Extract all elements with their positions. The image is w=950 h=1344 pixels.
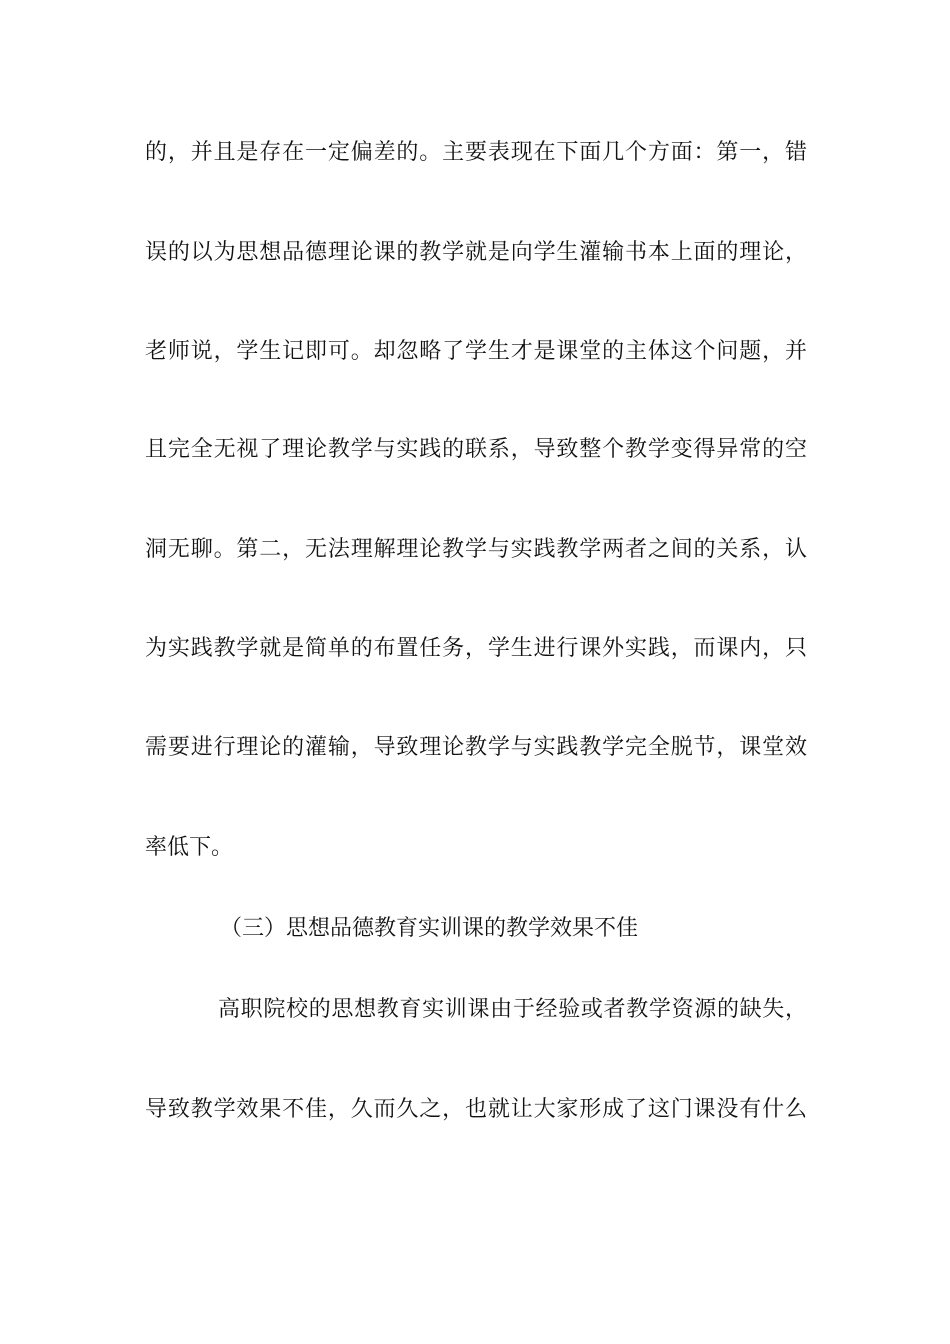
paragraph-line: 高职院校的思想教育实训课由于经验或者教学资源的缺失，: [218, 997, 807, 1022]
paragraph-line: 老师说，学生记即可。却忽略了学生才是课堂的主体这个问题，并: [145, 339, 807, 364]
paragraph-line: 洞无聊。第二，无法理解理论教学与实践教学两者之间的关系，认: [145, 537, 807, 562]
paragraph-line: 率低下。: [145, 835, 234, 860]
paragraph-line: 误的以为思想品德理论课的教学就是向学生灌输书本上面的理论，: [145, 240, 807, 265]
paragraph-line: 且完全无视了理论教学与实践的联系，导致整个教学变得异常的空: [145, 437, 807, 462]
paragraph-line: 需要进行理论的灌输，导致理论教学与实践教学完全脱节，课堂效: [145, 735, 807, 760]
paragraph-line: 的，并且是存在一定偏差的。主要表现在下面几个方面：第一，错: [145, 140, 807, 165]
paragraph-line: 为实践教学就是简单的布置任务，学生进行课外实践，而课内，只: [145, 636, 807, 661]
paragraph-line: 导致教学效果不佳，久而久之，也就让大家形成了这门课没有什么: [145, 1097, 807, 1122]
section-heading: （三）思想品德教育实训课的教学效果不佳: [220, 916, 639, 941]
